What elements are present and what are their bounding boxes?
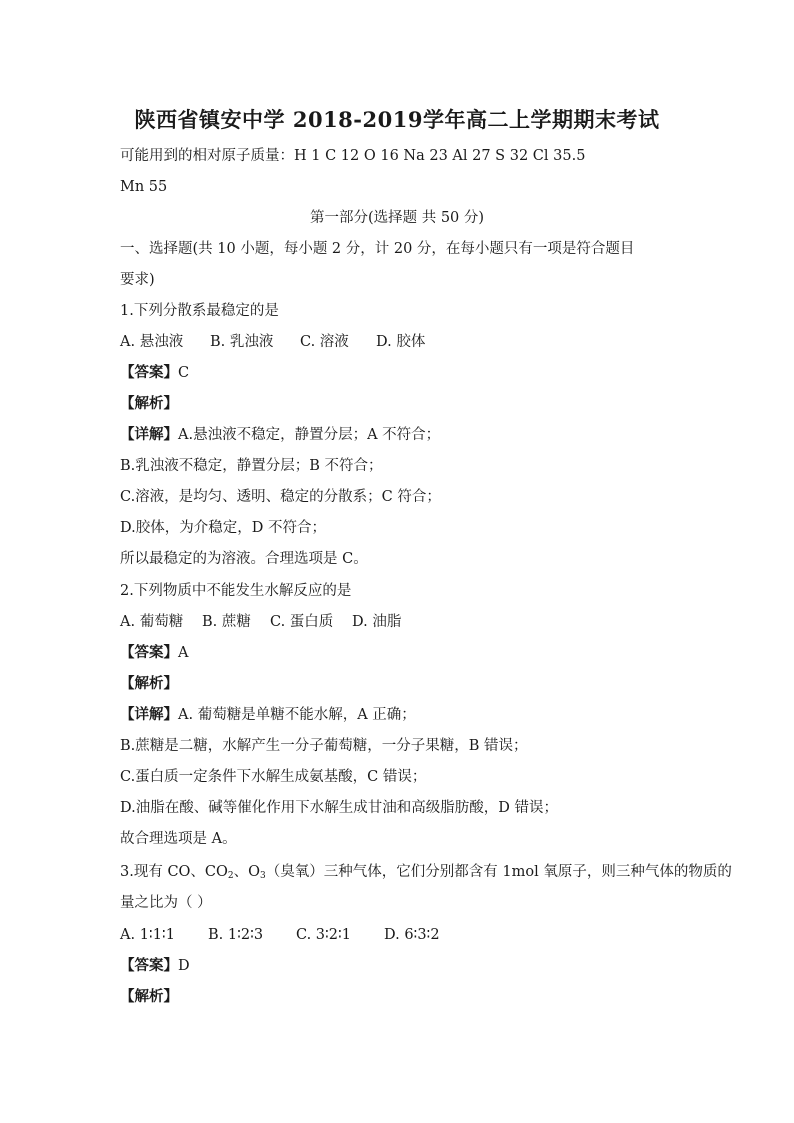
answer-label: 【答案】	[120, 364, 178, 381]
option-a: A. 1∶1∶1	[120, 927, 175, 943]
question-2-detail-c: C.蛋白质一定条件下水解生成氨基酸，C 错误；	[120, 769, 427, 785]
subscript: 3	[260, 871, 266, 881]
subscript: 2	[227, 871, 234, 881]
question-1-detail-a	[120, 425, 440, 445]
question-3-stem	[120, 862, 732, 886]
detail-text: A.悬浊液不稳定，静置分层；A 不符合；	[178, 427, 441, 443]
option-a: A. 悬浊液	[120, 334, 184, 350]
option-d: D. 6∶3∶2	[384, 927, 440, 943]
atomic-mass-line-continued: Mn 55	[120, 179, 168, 195]
option-c: C. 溶液	[300, 334, 349, 350]
answer-label: 【答案】	[120, 957, 178, 974]
question-2-stem: 2.下列物质中不能发生水解反应的是	[120, 583, 352, 599]
answer-label: 【答案】	[120, 644, 178, 661]
stem-text: 、O	[233, 864, 261, 880]
option-d: D. 油脂	[352, 614, 402, 630]
detail-text: A. 葡萄糖是单糖不能水解，A 正确；	[178, 707, 416, 723]
question-2-options	[120, 612, 401, 632]
question-2-conclusion: 故合理选项是 A。	[120, 831, 237, 847]
option-b: B. 1∶2∶3	[208, 927, 264, 943]
question-1-answer	[120, 363, 189, 383]
question-2-detail-a	[120, 705, 416, 725]
question-2-detail-d: D.油脂在酸、碱等催化作用下水解生成甘油和高级脂肪酸，D 错误；	[120, 800, 558, 816]
answer-value: D	[178, 958, 190, 974]
question-1-detail-c: C.溶液，是均匀、透明、稳定的分散系；C 符合；	[120, 489, 441, 505]
option-a: A. 葡萄糖	[120, 614, 184, 630]
option-d: D. 胶体	[376, 334, 426, 350]
section-instruction-continued: 要求)	[120, 272, 155, 288]
question-3-answer	[120, 956, 190, 976]
question-2-detail-b: B.蔗糖是二糖，水解产生一分子葡萄糖，一分子果糖，B 错误；	[120, 738, 528, 754]
option-b: B. 乳浊液	[210, 334, 274, 350]
stem-text: 3.现有 CO、CO	[120, 864, 228, 880]
section-instruction: 一、选择题(共 10 小题，每小题 2 分，计 20 分，在每小题只有一项是符合题目	[120, 241, 635, 257]
option-b: B. 蔗糖	[202, 614, 251, 630]
part-heading: 第一部分(选择题 共 50 分)	[309, 210, 485, 226]
question-3-options	[120, 925, 440, 945]
analysis-label: 【解析】	[120, 675, 178, 692]
question-1-conclusion: 所以最稳定的为溶液。合理选项是 C。	[120, 551, 368, 567]
question-1-stem: 1.下列分散系最稳定的是	[120, 303, 279, 319]
question-1-detail-b: B.乳浊液不稳定，静置分层；B 不符合；	[120, 458, 383, 474]
detail-label: 【详解】	[120, 426, 178, 443]
option-c: C. 3∶2∶1	[296, 927, 352, 943]
question-3-stem-continued: 量之比为（ ）	[120, 895, 212, 911]
detail-label: 【详解】	[120, 706, 178, 723]
option-c: C. 蛋白质	[270, 614, 334, 630]
question-1-options	[120, 332, 425, 352]
stem-text: （臭氧）三种气体，它们分别都含有 1mol 氧原子，则三种气体的物质的	[265, 864, 732, 880]
analysis-label: 【解析】	[120, 395, 178, 412]
answer-value: C	[178, 365, 190, 381]
question-2-answer	[120, 643, 188, 663]
question-1-detail-d: D.胶体，为介稳定，D 不符合；	[120, 520, 326, 536]
document-title: 陕西省镇安中学 2018-2019学年高二上学期期末考试	[134, 107, 660, 132]
analysis-label: 【解析】	[120, 988, 178, 1005]
answer-value: A	[178, 645, 189, 661]
atomic-mass-line: 可能用到的相对原子质量：H 1 C 12 O 16 Na 23 Al 27 S 32 Cl 35.5	[120, 148, 586, 164]
